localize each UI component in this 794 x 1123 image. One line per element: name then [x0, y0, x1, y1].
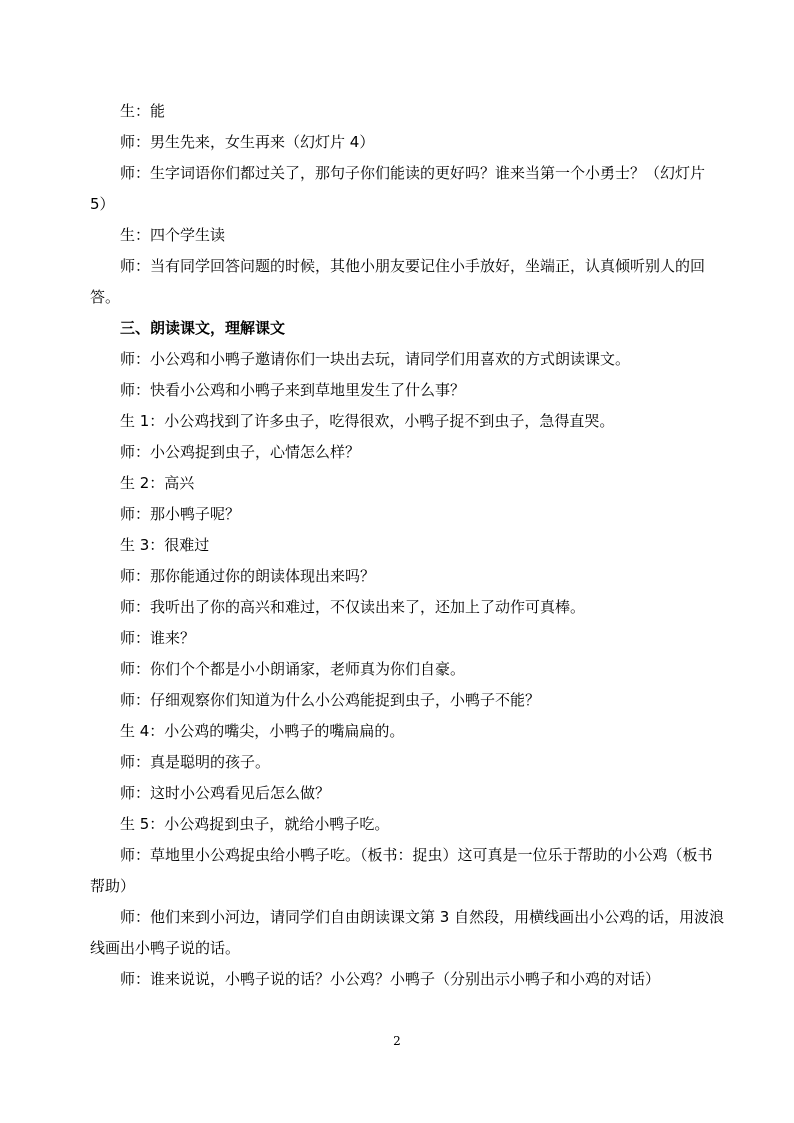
paragraph-1: 生：能 — [120, 102, 166, 120]
paragraph-21: 师：这时小公鸡看见后怎么做？ — [120, 784, 331, 802]
paragraph-10: 师：小公鸡捉到虫子，心情怎么样？ — [120, 443, 361, 461]
paragraph-14: 师：那你能通过你的朗读体现出来吗？ — [120, 567, 376, 585]
paragraph-18: 师：仔细观察你们知道为什么小公鸡能捉到虫子，小鸭子不能？ — [120, 691, 541, 709]
paragraph-17: 师：你们个个都是小小朗诵家，老师真为你们自豪。 — [120, 660, 466, 678]
paragraph-2: 师：男生先来，女生再来（幻灯片 4） — [120, 133, 375, 151]
paragraph-23: 师：草地里小公鸡捉虫给小鸭子吃。（板书：捉虫）这可真是一位乐于帮助的小公鸡（板书帮助） — [90, 846, 713, 895]
paragraph-7: 师：小公鸡和小鸭子邀请你们一块出去玩，请同学们用喜欢的方式朗读课文。 — [120, 350, 631, 368]
paragraph-12: 师：那小鸭子呢？ — [120, 505, 241, 523]
paragraph-9: 生 1：小公鸡找到了许多虫子，吃得很欢，小鸭子捉不到虫子，急得直哭。 — [120, 412, 615, 430]
paragraph-8: 师：快看小公鸡和小鸭子来到草地里发生了什么事？ — [120, 381, 466, 399]
page-number: 2 — [393, 1034, 401, 1048]
paragraph-13: 生 3：很难过 — [120, 536, 210, 554]
paragraph-16: 师：谁来？ — [120, 629, 196, 647]
section-heading: 三、朗读课文，理解课文 — [120, 319, 286, 337]
paragraph-4: 生：四个学生读 — [120, 226, 226, 244]
paragraph-22: 生 5：小公鸡捉到虫子，就给小鸭子吃。 — [120, 815, 390, 833]
paragraph-3: 师：生字词语你们都过关了，那句子你们能读的更好吗？谁来当第一个小勇士？（幻灯片 5） — [90, 164, 706, 213]
paragraph-19: 生 4：小公鸡的嘴尖，小鸭子的嘴扁扁的。 — [120, 722, 405, 740]
document-body — [90, 96, 726, 995]
paragraph-11: 生 2：高兴 — [120, 474, 195, 492]
paragraph-5: 师：当有同学回答问题的时候，其他小朋友要记住小手放好，坐端正，认真倾听别人的回答。 — [90, 257, 706, 306]
paragraph-25: 师：谁来说说，小鸭子说的话？小公鸡？小鸭子（分别出示小鸭子和小鸡的对话） — [120, 970, 661, 988]
paragraph-24: 师：他们来到小河边，请同学们自由朗读课文第 3 自然段，用横线画出小公鸡的话，用波浪线画出小鸭子说的话。 — [90, 908, 725, 957]
paragraph-20: 师：真是聪明的孩子。 — [120, 753, 271, 771]
paragraph-15: 师：我听出了你的高兴和难过，不仅读出来了，还加上了动作可真棒。 — [120, 598, 586, 616]
